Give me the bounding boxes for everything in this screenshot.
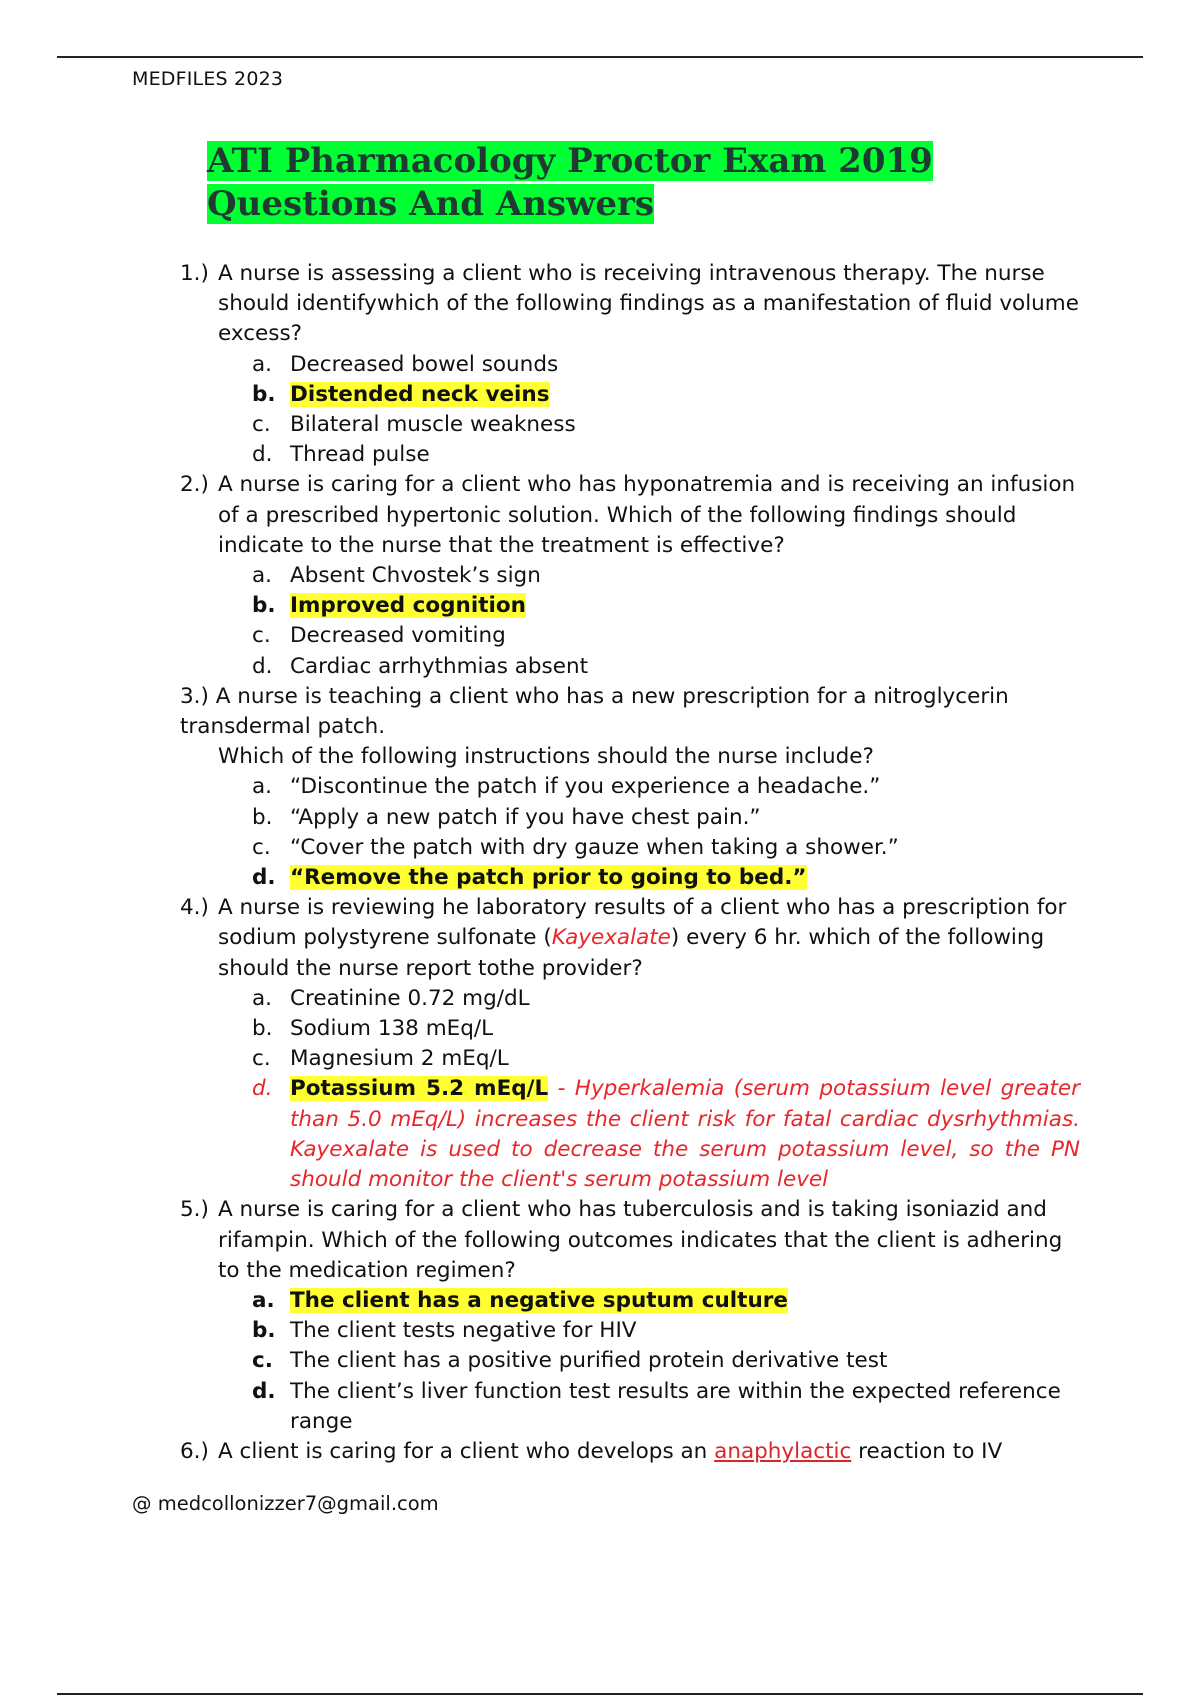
question-text: A nurse is caring for a client who has hyponatremia and is receiving an infusion of a prescribed hypertonic solution. Which of the following findings should indicate to the nurse that the treatment is effective? [218,472,1076,558]
option-a-correct [180,1286,1080,1316]
option-letter: c. [252,623,271,649]
option-b-correct [180,380,1080,410]
question-number: 5.) [180,1197,209,1223]
option-text: “Remove the patch prior to going to bed.” [290,865,807,891]
option-text: Absent Chvostek’s sign [290,563,541,589]
question-text-end: reaction to IV [858,1438,1003,1464]
option-letter: a. [252,351,273,377]
option-letter: c. [252,1348,273,1374]
option-letter: b. [252,381,276,407]
question-1 [180,259,1080,350]
question-text: A nurse is teaching a client who has a new prescription for a nitroglycerin transdermal patch. [180,683,1009,740]
option-letter: c. [252,412,271,438]
questions-list [180,259,1080,1467]
question-text: A nurse is caring for a client who has tuberculosis and is taking isoniazid and rifampin. Which of the following outcomes indicates that the client is adhering to the medication regimen? [218,1197,1063,1283]
question-text-continued: Which of the following instructions should the nurse include? [218,744,874,770]
option-text: Cardiac arrhythmias absent [290,653,589,679]
option-text: Distended neck veins [290,381,550,407]
option-d [180,1377,1080,1437]
question-3 [180,682,1080,773]
option-text: Creatinine 0.72 mg/dL [290,985,530,1011]
question-5 [180,1195,1080,1286]
option-text: “Apply a new patch if you have chest pain.” [290,804,761,830]
option-letter: a. [252,1287,275,1313]
question-text: A nurse is assessing a client who is receiving intravenous therapy. The nurse should identifywhich of the following findings as a manifestation of fluid volume excess? [218,261,1079,347]
question-text-end: ) every 6 hr. which of the following should the nurse report tothe provider? [218,925,1045,981]
option-text: The client tests negative for HIV [290,1318,637,1344]
title-line-2: Questions And Answers [207,184,655,224]
drug-name: Kayexalate [551,925,671,951]
page-header: MEDFILES 2023 [132,68,284,90]
option-letter: c. [252,834,271,860]
title-line-1: ATI Pharmacology Proctor Exam 2019 [207,141,933,181]
option-c [180,621,1080,651]
question-2-options [180,561,1080,682]
option-text: Decreased vomiting [290,623,506,649]
option-letter: b. [252,1318,276,1344]
option-text: Improved cognition [290,593,526,619]
option-text: “Cover the patch with dry gauze when taking a shower.” [290,834,899,860]
question-2 [180,470,1080,561]
option-letter: b. [252,593,276,619]
question-4-options [180,984,1080,1195]
option-text: Potassium 5.2 mEq/L [290,1076,549,1102]
question-number: 4.) [180,895,209,921]
option-b [180,1316,1080,1346]
option-text: The client has a negative sputum culture [290,1287,788,1313]
bottom-rule [57,1693,1143,1695]
top-rule [57,56,1143,58]
option-text: Sodium 138 mEq/L [290,1016,494,1042]
question-number: 3.) [180,683,209,709]
option-letter: d. [252,442,273,468]
option-letter: a. [252,774,273,800]
option-letter: d. [252,653,273,679]
option-text: The client has a positive purified protein derivative test [290,1348,888,1374]
question-4 [180,893,1080,984]
option-letter: d. [252,865,276,891]
option-c [180,1044,1080,1074]
option-c [180,410,1080,440]
term-link: anaphylactic [714,1438,852,1464]
option-letter: d. [252,1076,273,1102]
option-d-correct [180,863,1080,893]
option-letter: b. [252,804,273,830]
option-letter: a. [252,563,273,589]
option-d [180,440,1080,470]
option-c [180,1346,1080,1376]
option-text: Decreased bowel sounds [290,351,559,377]
option-text: “Discontinue the patch if you experience a headache.” [290,774,881,800]
option-d [180,652,1080,682]
option-a [180,984,1080,1014]
question-1-options [180,350,1080,471]
question-number: 2.) [180,472,209,498]
option-letter: b. [252,1016,273,1042]
question-5-options [180,1286,1080,1437]
option-letter: c. [252,1046,271,1072]
option-d-correct [180,1074,1080,1195]
option-letter: d. [252,1378,276,1404]
option-a [180,772,1080,802]
option-b [180,1014,1080,1044]
question-text: A nurse is reviewing he laboratory results of a client who has a prescription for sodium polystyrene sulfonate ( [218,895,1067,951]
page-footer: @ medcollonizzer7@gmail.com [132,1492,439,1515]
option-letter: a. [252,985,273,1011]
question-number: 6.) [180,1438,209,1464]
option-text: Magnesium 2 mEq/L [290,1046,509,1072]
option-text: The client’s liver function test results are within the expected reference range [290,1378,1061,1434]
option-text: Bilateral muscle weakness [290,412,576,438]
option-b [180,803,1080,833]
question-text: A client is caring for a client who develops an [218,1438,708,1464]
option-text: Thread pulse [290,442,430,468]
option-a [180,350,1080,380]
option-c [180,833,1080,863]
question-6 [180,1437,1080,1467]
question-number: 1.) [180,261,209,286]
answer-rationale: - Hyperkalemia (serum potassium level greater than 5.0 mEq/L) increases the client risk for fatal cardiac dysrhythmias. Kayexalate is used to decrease the serum potassium level, so the PN should monitor the client's serum potassium level [290,1076,1081,1193]
question-3-options [180,772,1080,893]
option-a [180,561,1080,591]
option-b-correct [180,591,1080,621]
document-title [207,140,933,226]
